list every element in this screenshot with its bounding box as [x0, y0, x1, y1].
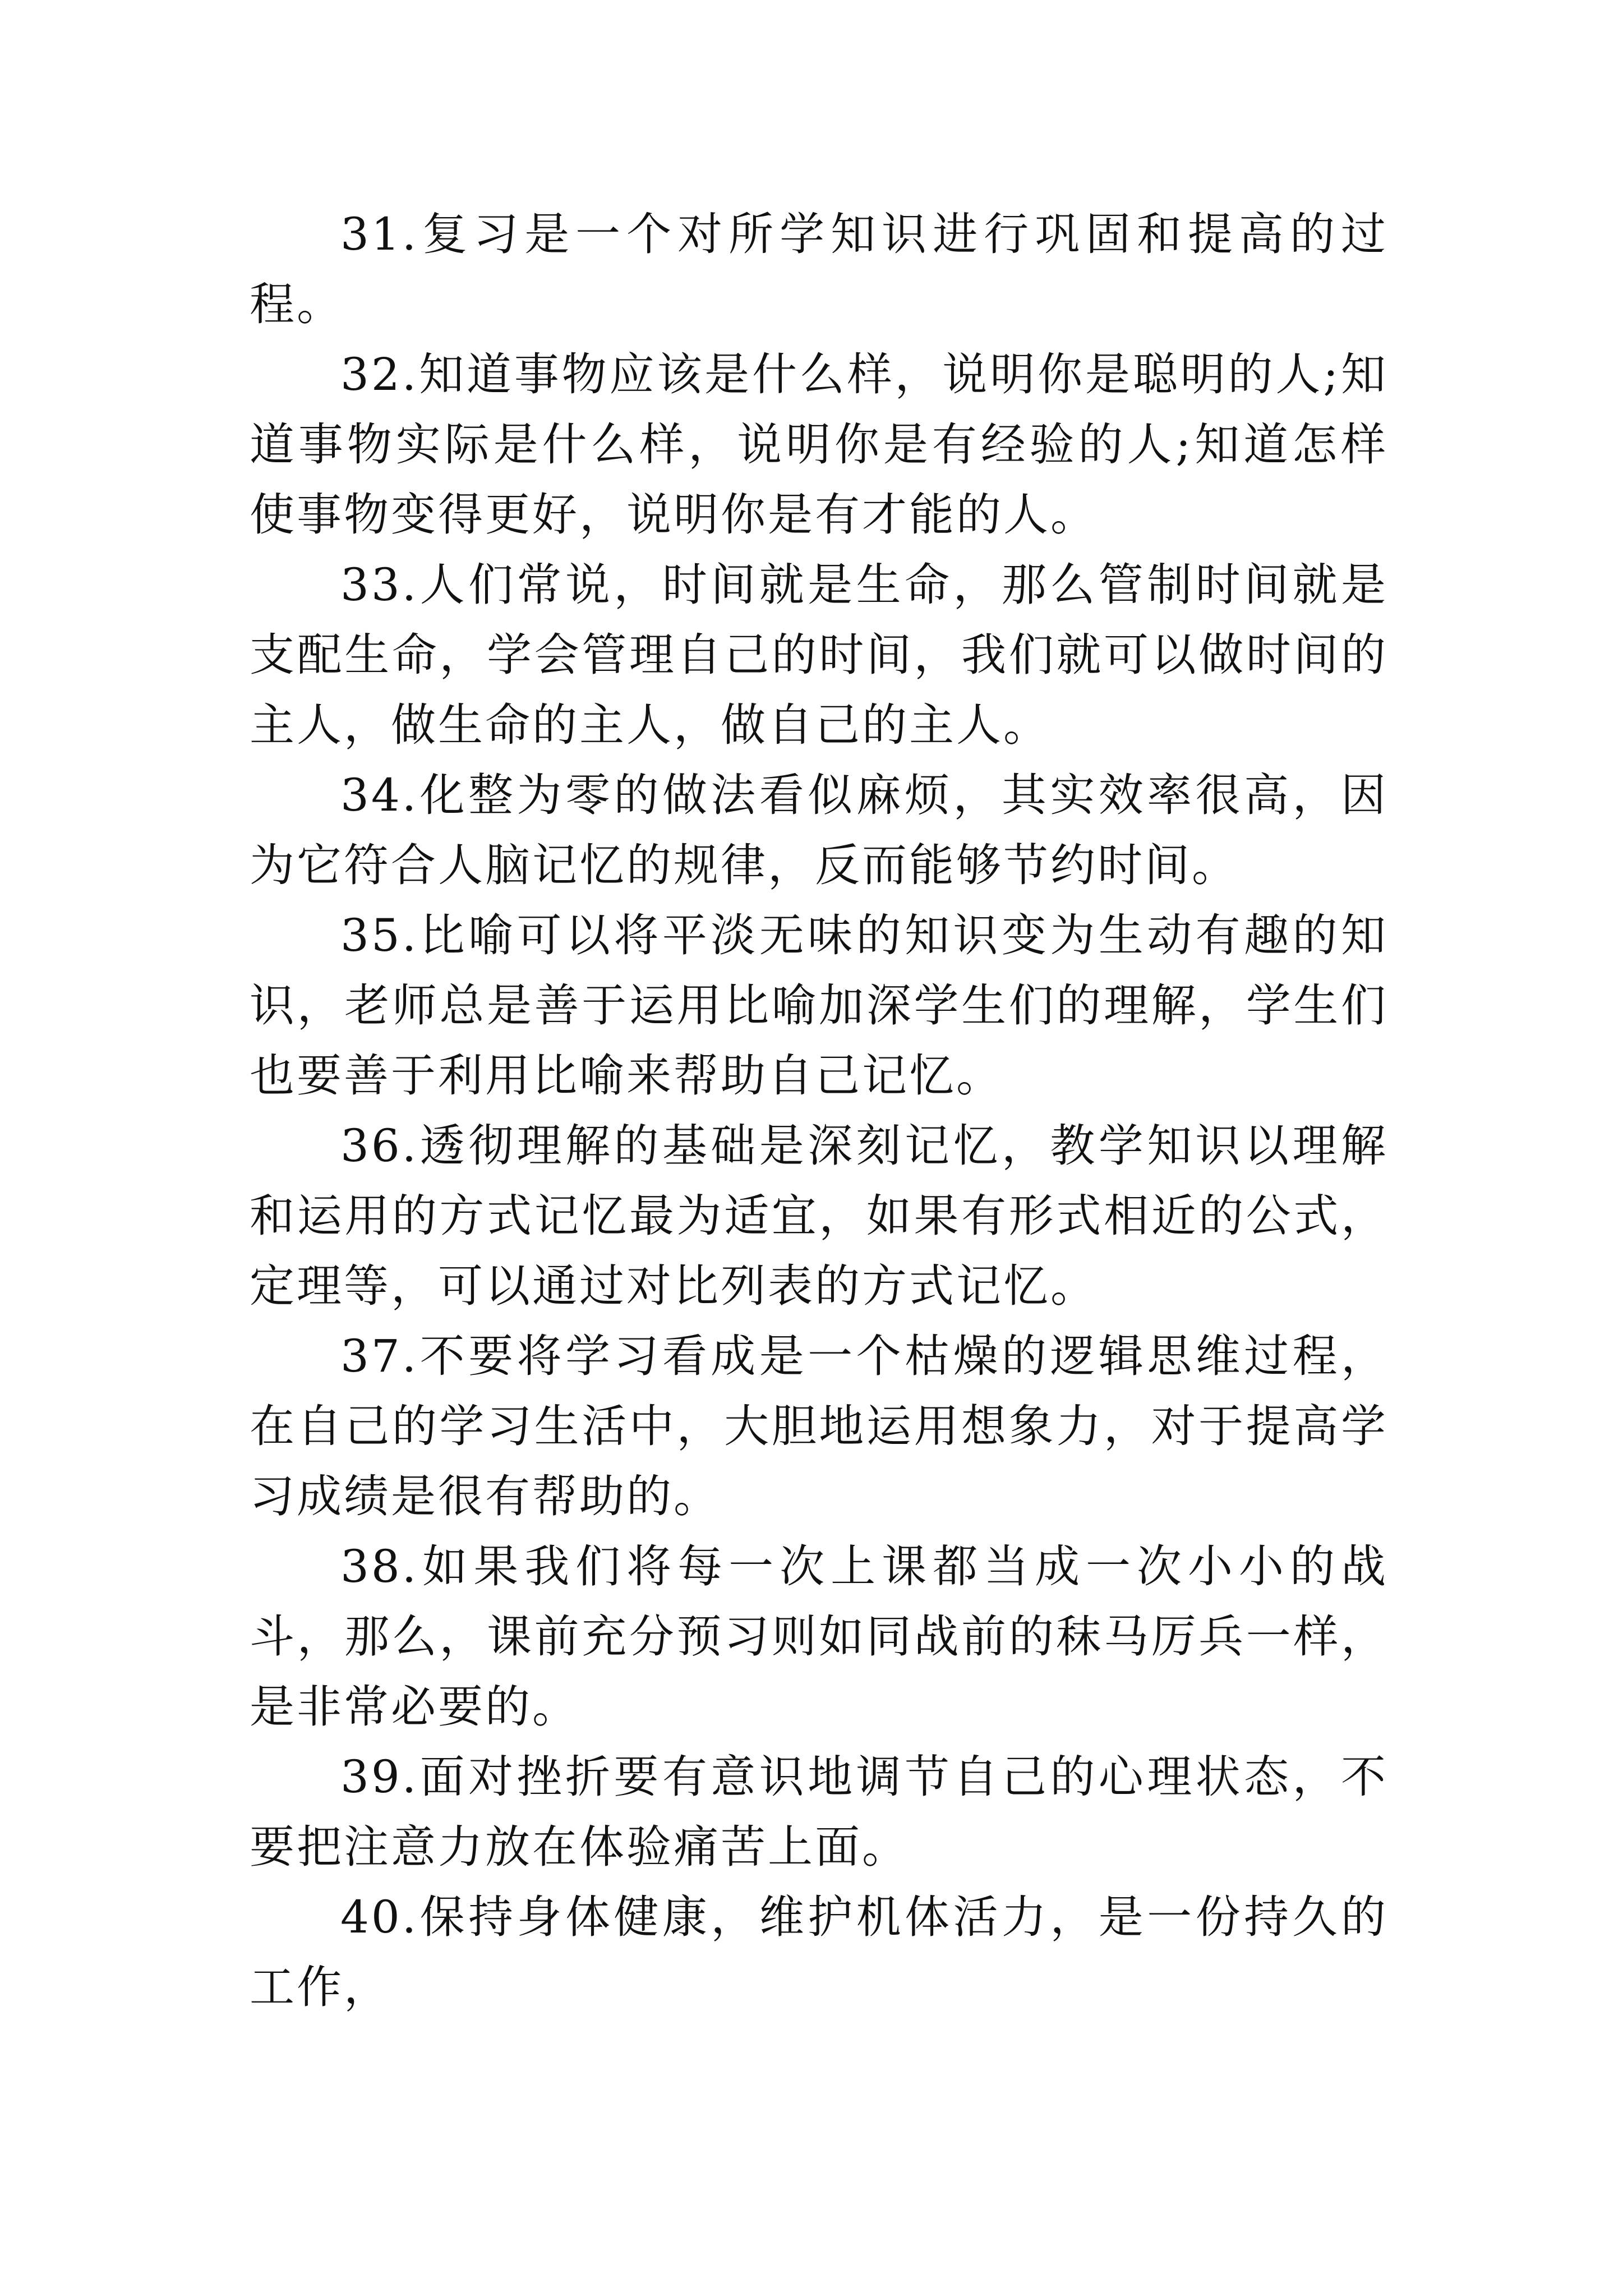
- paragraph-35: 35.比喻可以将平淡无味的知识变为生动有趣的知识，老师总是善于运用比喻加深学生们的理解，学生们也要善于利用比喻来帮助自己记忆。: [250, 909, 1388, 1102]
- body-text: [250, 199, 1388, 2022]
- paragraph-36: 36.透彻理解的基础是深刻记忆，教学知识以理解和运用的方式记忆最为适宜，如果有形式相近的公式，定理等，可以通过对比列表的方式记忆。: [250, 1120, 1388, 1312]
- paragraph-38: 38.如果我们将每一次上课都当成一次小小的战斗，那么，课前充分预习则如同战前的秣马厉兵一样，是非常必要的。: [250, 1540, 1388, 1733]
- paragraph-39: 39.面对挫折要有意识地调节自己的心理状态，不要把注意力放在体验痛苦上面。: [250, 1751, 1388, 1873]
- paragraph-37: 37.不要将学习看成是一个枯燥的逻辑思维过程，在自己的学习生活中，大胆地运用想象力，对于提高学习成绩是很有帮助的。: [250, 1330, 1388, 1522]
- paragraph-33: 33.人们常说，时间就是生命，那么管制时间就是支配生命，学会管理自己的时间，我们就可以做时间的主人，做生命的主人，做自己的主人。: [250, 559, 1388, 751]
- paragraph-31: 31.复习是一个对所学知识进行巩固和提高的过程。: [250, 208, 1388, 330]
- paragraph-34: 34.化整为零的做法看似麻烦，其实效率很高，因为它符合人脑记忆的规律，反而能够节约时间。: [250, 769, 1388, 891]
- paragraph-32: 32.知道事物应该是什么样，说明你是聪明的人;知道事物实际是什么样，说明你是有经验的人;知道怎样使事物变得更好，说明你是有才能的人。: [250, 348, 1388, 541]
- paragraph-40: 40.保持身体健康，维护机体活力，是一份持久的工作，: [250, 1891, 1388, 2013]
